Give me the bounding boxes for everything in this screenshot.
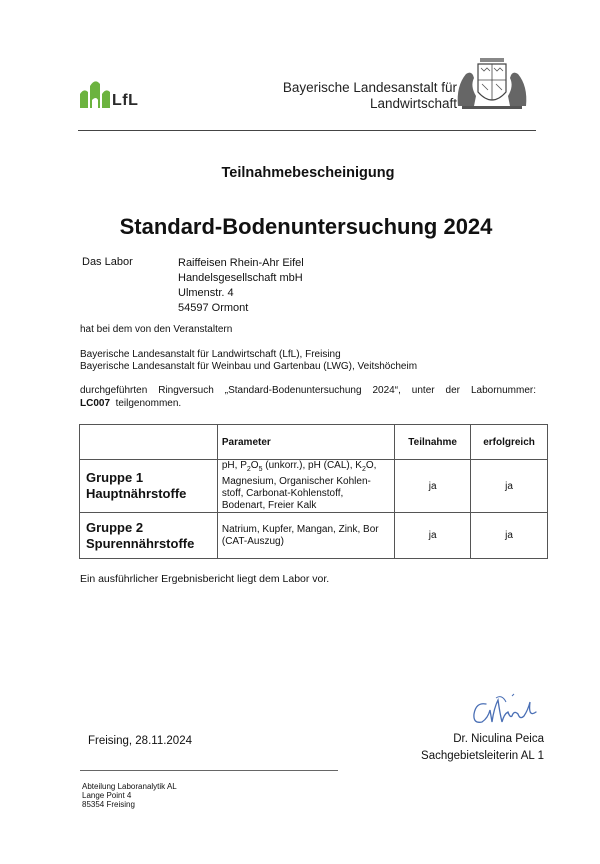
participation-suffix: teilgenommen. (115, 398, 182, 409)
table-row (80, 460, 548, 513)
main-title: Standard-Bodenuntersuchung 2024 (119, 214, 493, 239)
parameter-line: pH, $P_2O_5$ (unkorr.), pH (CAL), $K_2O$, (221, 460, 377, 473)
bavarian-coat-of-arms (452, 56, 532, 112)
group-cell (80, 513, 218, 559)
participation-cell: ja (395, 460, 471, 513)
header-group (80, 425, 218, 460)
signer-block (421, 731, 544, 765)
lab-number-line (80, 398, 181, 410)
table-header-row (80, 425, 548, 460)
organizer-list (80, 349, 417, 373)
participation-cell: ja (395, 513, 471, 559)
footer-divider (80, 770, 338, 771)
group-cell (80, 460, 218, 513)
footer-line3: 85354 Freising (82, 800, 135, 809)
header-divider (78, 130, 536, 131)
group-number: Gruppe 1 (86, 470, 144, 485)
header-success: erfolgreich (471, 425, 548, 460)
success-cell: ja (471, 513, 548, 559)
institution-name (283, 80, 457, 112)
handwritten-signature (462, 688, 548, 732)
place-date: Freising, 28.11.2024 (88, 735, 192, 747)
parameter-line: (CAT-Auszug) (221, 535, 284, 547)
signer-title: Sachgebietsleiterin AL 1 (421, 750, 544, 762)
lab-address (178, 256, 304, 316)
lab-label: Das Labor (82, 256, 133, 268)
lab-name-line1: Raiffeisen Rhein-Ahr Eifel (178, 257, 304, 269)
results-table (79, 424, 548, 559)
signer-name: Dr. Niculina Peica (453, 733, 544, 745)
organizer-1: Bayerische Landesanstalt für Landwirtschaft (LfL), Freising (80, 349, 341, 360)
footer-address (82, 782, 177, 809)
organizer-2: Bayerische Landesanstalt für Weinbau und Gartenbau (LWG), Veitshöcheim (80, 361, 418, 372)
institution-line1: Bayerische Landesanstalt für (282, 80, 457, 95)
parameter-line: stoff, Carbonat-Kohlenstoff, (221, 488, 344, 499)
report-note: Ein ausführlicher Ergebnisbericht liegt dem Labor vor. (80, 573, 330, 585)
header-parameter: Parameter (217, 425, 394, 460)
lab-name-line2: Handelsgesellschaft mbH (178, 272, 303, 284)
group-name: Hauptnährstoffe (86, 486, 187, 501)
lab-street: Ulmenstr. 4 (178, 287, 234, 299)
lab-city: 54597 Ormont (178, 302, 249, 314)
lfl-logo-text: LfL (112, 92, 139, 109)
success-cell: ja (471, 460, 548, 513)
parameter-line: Natrium, Kupfer, Mangan, Zink, Bor (221, 523, 379, 535)
participation-text: durchgeführten Ringversuch „Standard-Bodenuntersuchung 2024“, unter der Labornummer: (80, 385, 536, 396)
group-number: Gruppe 2 (86, 519, 144, 535)
table-row (80, 513, 548, 559)
group-name: Spurennährstoffe (86, 535, 195, 551)
intro-text: hat bei dem von den Veranstaltern (80, 324, 233, 335)
header-participation: Teilnahme (395, 425, 471, 460)
parameter-cell (217, 513, 394, 559)
parameter-line: Magnesium, Organischer Kohlen- (221, 476, 371, 487)
parameter-cell (217, 460, 394, 513)
institution-line2: Landwirtschaft (369, 96, 457, 111)
footer-line1: Abteilung Laboranalytik AL (82, 782, 177, 791)
lab-number: LC007 (80, 398, 111, 409)
footer-line2: Lange Point 4 (82, 791, 132, 800)
parameter-line: Bodenart, Freier Kalk (221, 500, 317, 511)
certificate-title: Teilnahmebescheinigung (221, 165, 395, 181)
